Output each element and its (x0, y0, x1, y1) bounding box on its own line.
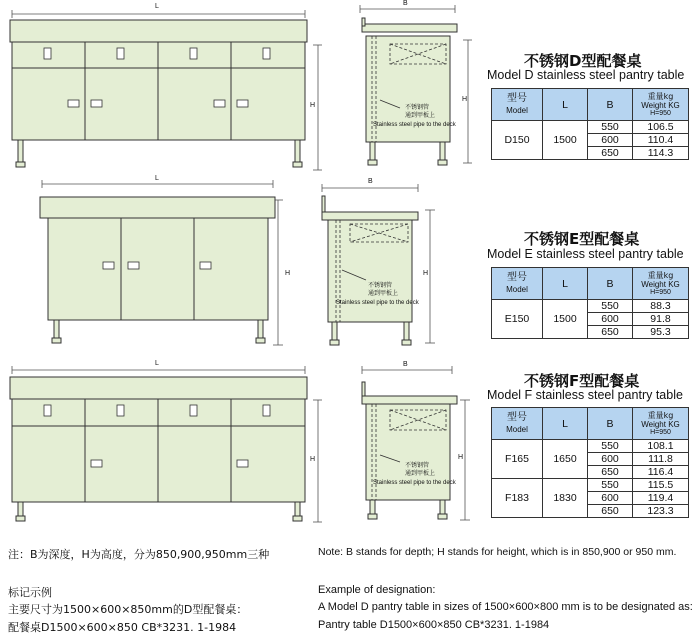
table-row: 650 123.3 (492, 505, 689, 518)
dim-label-h-e: H (285, 270, 291, 277)
dim-label-h-f-side: H (458, 454, 464, 461)
dim-label-h-f: H (310, 456, 316, 463)
table-row: E150 1500 550 88.3 (492, 300, 689, 313)
table-row: 600 111.8 (492, 453, 689, 466)
model-e-title-en: Model E stainless steel pantry table (487, 247, 684, 261)
pipe-note-en-d: Stainless steel pipe to the deck (373, 122, 456, 128)
pipe-note-cn-d: 不锈钢管 通到甲板上 (405, 104, 436, 119)
header-model: 型号 Model (492, 89, 543, 121)
table-row: D150 1500 550 106.5 (492, 121, 689, 134)
header-b: B (588, 268, 633, 300)
table-row: 650 95.3 (492, 326, 689, 339)
header-l: L (543, 89, 588, 121)
table-row: 600 91.8 (492, 313, 689, 326)
header-weight: 重量kg Weight KG H=950 (633, 408, 689, 440)
table-row: 600 119.4 (492, 492, 689, 505)
pipe-note-cn-f: 不锈钢管 通到甲板上 (405, 462, 436, 477)
dim-label-l-d: L (155, 3, 159, 10)
note-en: Note: B stands for depth; H stands for height, which is in 850,900 or 950 mm. (318, 546, 677, 558)
model-d-title-cn: 不锈钢D型配餐桌 (524, 52, 642, 70)
table-row: F183 1830 550 115.5 (492, 479, 689, 492)
pipe-note-en-e: Stainless steel pipe to the deck (336, 300, 419, 306)
example-line2-cn: 配餐桌D1500×600×850 CB*3231. 1-1984 (8, 621, 237, 634)
dim-label-h-d: H (310, 102, 316, 109)
table-row: 600 110.4 (492, 134, 689, 147)
model-f-title-en: Model F stainless steel pantry table (487, 388, 683, 402)
model-e-title-cn: 不锈钢E型配餐桌 (524, 230, 640, 248)
dim-label-b-f: B (403, 361, 408, 368)
model-d-title-en: Model D stainless steel pantry table (487, 68, 685, 82)
header-b: B (588, 89, 633, 121)
model-f-title-cn: 不锈钢F型配餐桌 (524, 372, 640, 390)
table-row: F165 1650 550 108.1 (492, 440, 689, 453)
header-model: 型号 Model (492, 268, 543, 300)
dim-label-h-d-side: H (462, 96, 468, 103)
model-f-spec-table (491, 407, 689, 518)
header-l: L (543, 268, 588, 300)
pipe-note-cn-e: 不锈钢管 通到甲板上 (368, 282, 399, 297)
table-row: 650 116.4 (492, 466, 689, 479)
example-line1-en: A Model D pantry table in sizes of 1500×600×800 mm is to be designated as: (318, 601, 693, 613)
dim-label-b-d: B (403, 0, 408, 7)
example-line1-cn: 主要尺寸为1500×600×850mm的D型配餐桌： (8, 603, 248, 616)
header-l: L (543, 408, 588, 440)
dim-label-h-e-side: H (423, 270, 429, 277)
dim-label-l-e: L (155, 175, 159, 182)
header-weight: 重量kg Weight KG H=950 (633, 268, 689, 300)
header-weight: 重量kg Weight KG H=950 (633, 89, 689, 121)
dim-label-b-e: B (368, 178, 373, 185)
example-title-en: Example of designation: (318, 584, 436, 596)
table-row: 650 114.3 (492, 147, 689, 160)
header-model: 型号 Model (492, 408, 543, 440)
note-cn: 注：B为深度，H为高度，分为850,900,950mm三种 (8, 548, 270, 561)
example-title-cn: 标记示例 (8, 586, 52, 599)
dim-label-l-f: L (155, 360, 159, 367)
example-line2-en: Pantry table D1500×600×850 CB*3231. 1-1984 (318, 619, 550, 631)
header-b: B (588, 408, 633, 440)
pipe-note-en-f: Stainless steel pipe to the deck (373, 480, 456, 486)
